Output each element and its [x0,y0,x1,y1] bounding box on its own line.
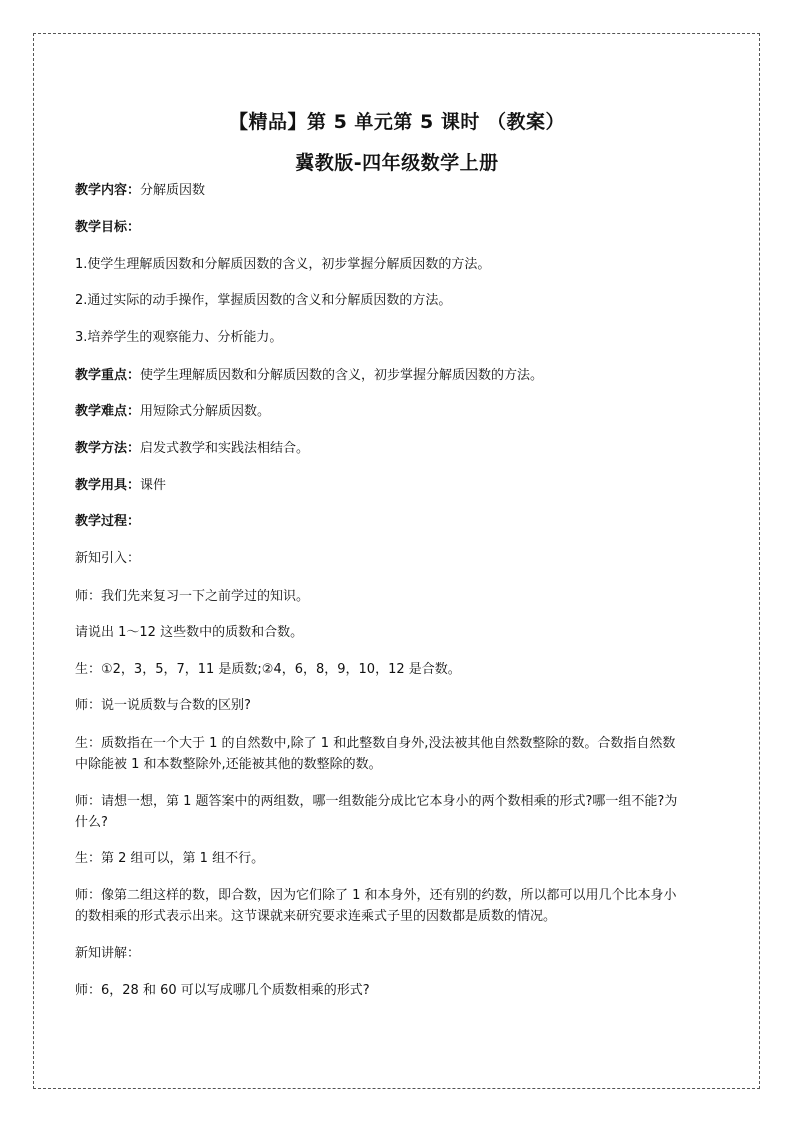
paragraph: 的数相乘的形式表示出来。这节课就来研究要求连乘式子里的因数都是质数的情况。 [75,909,557,924]
paragraph: 师：我们先来复习一下之前学过的知识。 [75,589,310,604]
teaching-content-label: 教学内容： [75,183,141,198]
paragraph: 请说出 1～12 这些数中的质数和合数。 [75,625,304,640]
teaching-tools [75,475,725,496]
paragraph: 中除能被 1 和本数整除外,还能被其他的数整除的数。 [75,757,382,772]
key-point [75,365,725,386]
paragraph: 师：说一说质数与合数的区别? [75,698,251,713]
paragraph: 生：①2，3，5，7，11 是质数;②4，6，8，9，10，12 是合数。 [75,662,461,677]
difficulty [75,401,725,422]
method-label: 教学方法： [75,441,141,456]
paragraph: 新知讲解： [75,946,141,961]
teaching-process-label: 教学过程： [75,514,141,529]
teaching-content-text: 分解质因数 [140,183,206,198]
key-point-text: 使学生理解质因数和分解质因数的含义，初步掌握分解质因数的方法。 [140,368,544,383]
teaching-method [75,438,725,459]
paragraph: 师：6，28 和 60 可以写成哪几个质数相乘的形式? [75,983,370,998]
paragraph: 师：像第二组这样的数，即合数，因为它们除了 1 和本身外，还有别的约数，所以都可以用几个比本身小 [75,888,677,903]
paragraph: 生：质数指在一个大于 1 的自然数中,除了 1 和此整数自身外,没法被其他自然数整除的数。合数指自然数 [75,736,676,751]
goal-item: 2.通过实际的动手操作，掌握质因数的含义和分解质因数的方法。 [75,293,452,308]
difficulty-label: 教学难点： [75,404,141,419]
tools-text: 课件 [140,478,167,493]
goal-item: 3.培养学生的观察能力、分析能力。 [75,330,283,345]
method-text: 启发式教学和实践法相结合。 [140,441,310,456]
paragraph: 生：第 2 组可以，第 1 组不行。 [75,851,265,866]
document-title: 【精品】第 5 单元第 5 课时 （教案） [228,111,565,133]
paragraph: 新知引入： [75,551,141,566]
tools-label: 教学用具： [75,478,141,493]
paragraph: 师：请想一想，第 1 题答案中的两组数，哪一组数能分成比它本身小的两个数相乘的形式?哪一组不能?为 [75,794,678,809]
document-subtitle: 冀教版-四年级数学上册 [295,152,499,174]
key-point-label: 教学重点： [75,368,141,383]
teaching-content [75,180,725,201]
teaching-goals-label: 教学目标： [75,220,141,235]
paragraph: 什么? [75,815,108,830]
difficulty-text: 用短除式分解质因数。 [140,404,271,419]
goal-item: 1.使学生理解质因数和分解质因数的含义，初步掌握分解质因数的方法。 [75,257,491,272]
